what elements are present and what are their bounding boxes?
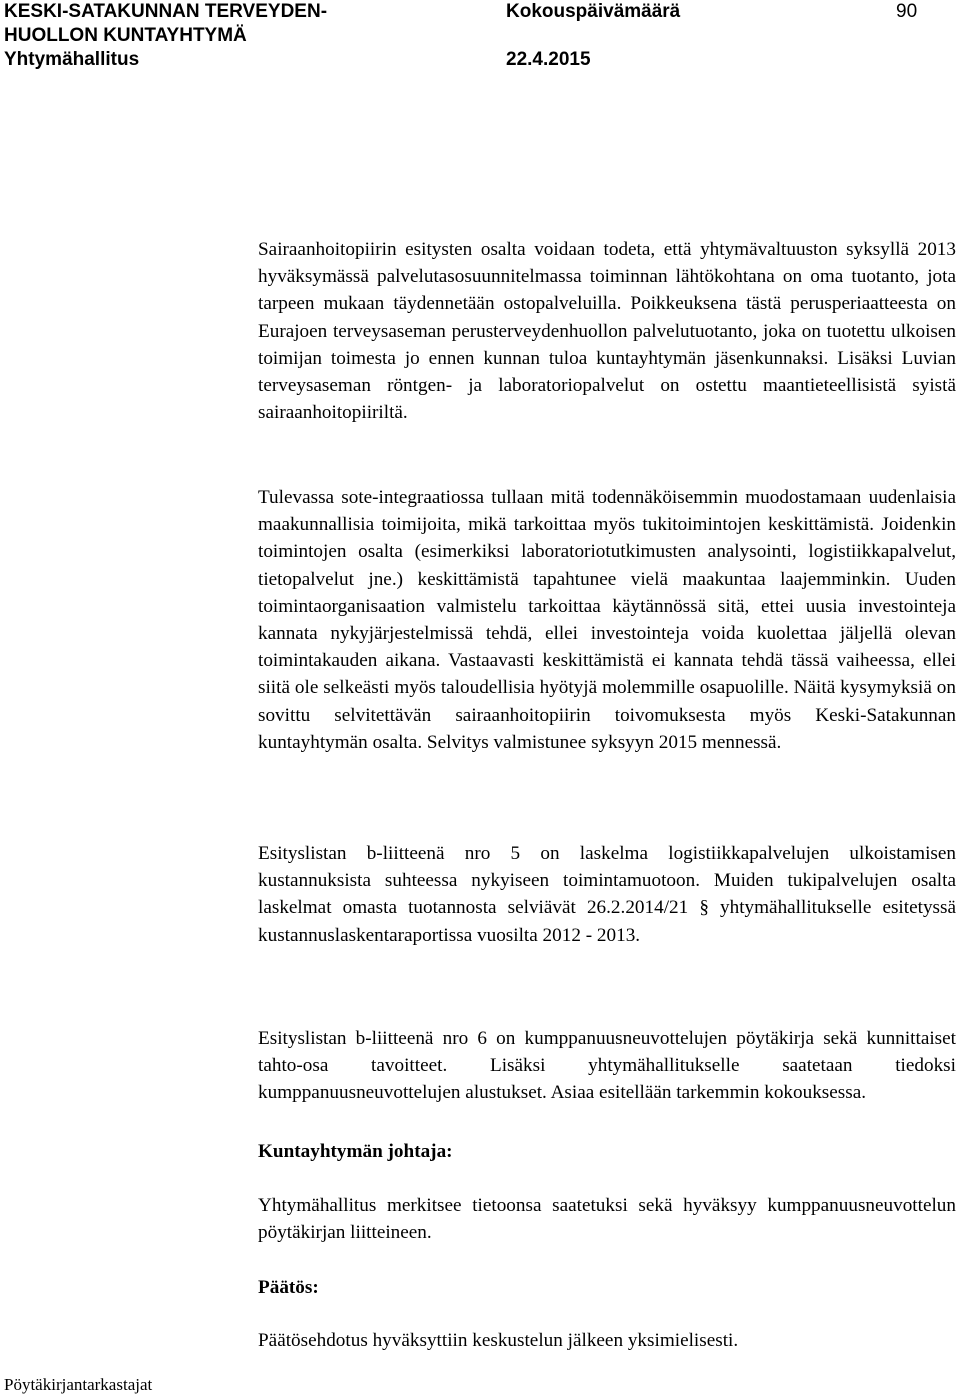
date-label: Kokouspäivämäärä: [506, 1, 681, 22]
paragraph-2: Tulevassa sote-integraatiossa tullaan mitä todennäköisemmin muodostamaan uudenlaisia maakunnallisia toimijoita, mikä tarkoittaa myös tukitoimintojen keskittämistä. Joidenkin toimintojen osalta (esimerkiksi laboratoriotutkimusten analysointi, logistiikkapalvelut, tietopalvelut jne.) keskittämistä tapahtunee vielä maakuntaa laajemminkin. Uuden toimintaorganisaation valmistelu tarkoittaa käytännössä sitä, ettei uusia investointeja kannata nykyjärjestelmissä tehdä, ellei investointeja voida kuolettaa jäljellä olevan toimintakauden aikana. Vastaavasti keskittämistä ei kannata tehdä tässä vaiheessa, ellei siitä ole selkeästi myös taloudellisia hyötyjä molemmille osapuolille. Näitä kysymyksiä on sovittu selvitettävän sairaanhoitopiirin toivomuksesta myös Keski-Satakunnan kuntayhtymän osalta. Selvitys valmistunee syksyyn 2015 mennessä.: [258, 487, 956, 753]
meeting-date: 22.4.2015: [506, 49, 591, 70]
organization-name-line2: HUOLLON KUNTAYHTYMÄ: [4, 25, 247, 46]
page-number: 90: [896, 1, 918, 22]
paragraph-3: Esityslistan b-liitteenä nro 5 on laskelma logistiikkapalvelujen ulkoistamisen kustannuksista suhteessa nykyiseen toimintamuotoon. Muiden tukipalvelujen osalta laskelmat omasta tuotannosta selviävät 26.2.2014/21 § yhtymähallitukselle esitetyssä kustannuslaskentaraportissa vuosilta 2012 - 2013.: [258, 843, 956, 946]
decision-text: Päätösehdotus hyväksyttiin keskustelun jälkeen yksimielisesti.: [258, 1330, 739, 1351]
footer-minutes-checkers: Pöytäkirjantarkastajat: [4, 1375, 153, 1394]
organization-name-line1: KESKI-SATAKUNNAN TERVEYDEN-: [4, 1, 328, 22]
paragraph-4: Esityslistan b-liitteenä nro 6 on kumppanuusneuvottelujen pöytäkirja sekä kunnittaiset tahto-osa tavoitteet. Lisäksi yhtymähallitukselle saatetaan tiedoksi kumppanuusneuvottelujen alustukset. Asiaa esitellään tarkemmin kokouksessa.: [258, 1028, 956, 1104]
decision-heading: Päätös:: [258, 1277, 319, 1298]
body-name: Yhtymähallitus: [4, 49, 140, 70]
director-heading: Kuntayhtymän johtaja:: [258, 1141, 453, 1162]
director-proposal: Yhtymähallitus merkitsee tietoonsa saatetuksi sekä hyväksyy kumppanuusneuvottelun pöytäkirjan liitteineen.: [258, 1195, 956, 1244]
paragraph-1: Sairaanhoitopiirin esitysten osalta voidaan todeta, että yhtymävaltuuston syksyllä 2013 hyväksymässä palvelutasosuunnitelmassa toiminnan lähtökohtana on oma tuotanto, jota tarpeen mukaan täydennetään ostopalveluilla. Poikkeuksena tästä perusperiaatteesta on Eurajoen terveysaseman perusterveydenhuollon palvelutuotanto, joka on tuotettu ulkoisen toimijan toimesta jo ennen kunnan tuloa kuntayhtymän jäsenkunnaksi. Lisäksi Luvian terveysaseman röntgen- ja laboratoriopalvelut on ostettu maantieteellisistä syistä sairaanhoitopiiriltä.: [258, 239, 956, 424]
